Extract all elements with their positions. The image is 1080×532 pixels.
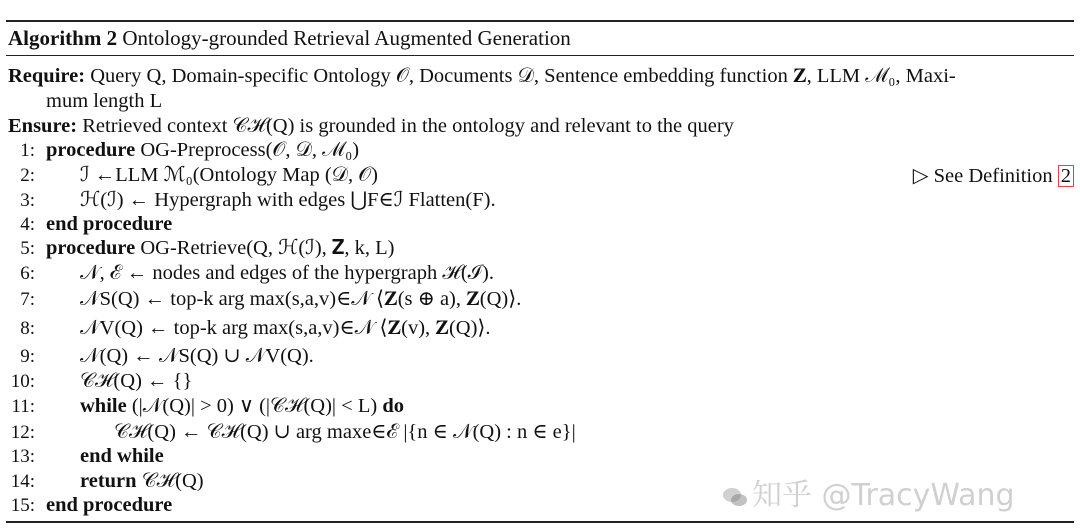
algorithm-line bbox=[80, 469, 204, 493]
line-text: 𝒩S(Q) ← top-k arg max(s,a,v)∈𝒩 ⟨𝐙(s ⊕ a), 𝐙(Q)⟩. bbox=[80, 288, 522, 310]
algorithm-line bbox=[80, 163, 378, 187]
require-text-2: mum length L bbox=[46, 90, 163, 112]
keyword: procedure bbox=[46, 237, 136, 259]
definition-ref-link[interactable]: 2 bbox=[1058, 165, 1074, 187]
line-text: 𝒞ℋ(Q) ← {} bbox=[80, 370, 193, 392]
algorithm-name: Ontology-grounded Retrieval Augmented Generation bbox=[122, 26, 571, 50]
line-number: 15: bbox=[10, 495, 35, 516]
require-line-2 bbox=[46, 89, 162, 113]
require-line-1 bbox=[8, 64, 956, 88]
ensure-line bbox=[8, 114, 734, 138]
algorithm-line bbox=[114, 420, 576, 444]
ensure-text: Retrieved context 𝒞ℋ(Q) is grounded in the ontology and relevant to the query bbox=[82, 115, 734, 137]
comment-text: ▷ See Definition bbox=[912, 165, 1058, 187]
line-text: 𝒩V(Q) ← top-k arg max(s,a,v)∈𝒩 ⟨𝐙(v), 𝐙(Q)⟩. bbox=[80, 317, 491, 339]
line-number: 5: bbox=[20, 238, 35, 259]
keyword: while bbox=[80, 395, 127, 417]
top-rule bbox=[6, 20, 1074, 22]
keyword: procedure bbox=[46, 139, 136, 161]
algorithm-line bbox=[80, 394, 404, 418]
line-text: 𝒩, ℰ ← nodes and edges of the hypergraph ℋ(ℐ). bbox=[80, 262, 494, 284]
definition-comment bbox=[913, 163, 1074, 188]
keyword: do bbox=[382, 395, 404, 417]
bottom-rule bbox=[6, 521, 1074, 523]
line-number: 7: bbox=[20, 289, 35, 310]
keyword: end while bbox=[80, 445, 164, 467]
title-rule bbox=[6, 55, 1074, 56]
algorithm-line bbox=[80, 344, 314, 368]
line-text: 𝒞ℋ(Q) ← 𝒞ℋ(Q) ∪ arg maxe∈ℰ |{n ∈ 𝒩(Q) : n ∈ e}| bbox=[114, 421, 576, 443]
algorithm-line bbox=[80, 316, 491, 340]
line-text: 𝒩(Q) ← 𝒩S(Q) ∪ 𝒩V(Q). bbox=[80, 345, 314, 367]
keyword: end procedure bbox=[46, 494, 173, 516]
line-number: 14: bbox=[10, 471, 35, 492]
wechat-icon bbox=[722, 486, 748, 508]
algorithm-line bbox=[80, 287, 521, 311]
keyword: end procedure bbox=[46, 213, 173, 235]
line-number: 6: bbox=[20, 263, 35, 284]
ensure-keyword: Ensure: bbox=[8, 115, 78, 137]
algorithm-title bbox=[8, 26, 571, 51]
require-text-1: Query Q, Domain-specific Ontology 𝒪, Documents 𝒟, Sentence embedding function 𝐙, LLM ℳ₀, Maxi- bbox=[90, 65, 956, 87]
line-number: 9: bbox=[20, 346, 35, 367]
algorithm-line bbox=[80, 369, 192, 393]
line-number: 11: bbox=[11, 396, 35, 417]
algorithm-line bbox=[80, 444, 164, 468]
algorithm-line bbox=[80, 188, 496, 212]
algorithm-line bbox=[46, 236, 394, 260]
line-number: 13: bbox=[10, 446, 35, 467]
line-text: ℋ(ℐ) ← Hypergraph with edges ⋃F∈ℐ Flatten(F). bbox=[80, 189, 496, 211]
require-keyword: Require: bbox=[8, 65, 86, 87]
line-number: 3: bbox=[20, 190, 35, 211]
line-number: 10: bbox=[10, 371, 35, 392]
algorithm-line bbox=[46, 493, 172, 517]
line-text: 𝒞ℋ(Q) bbox=[136, 470, 204, 492]
watermark bbox=[722, 470, 1015, 514]
keyword: return bbox=[80, 470, 137, 492]
line-text: ℐ ←LLM ℳ₀(Ontology Map (𝒟, 𝒪) bbox=[80, 164, 378, 186]
line-number: 2: bbox=[20, 165, 35, 186]
line-number: 12: bbox=[10, 422, 35, 443]
algorithm-line bbox=[80, 261, 494, 285]
line-number: 8: bbox=[20, 318, 35, 339]
algorithm-line bbox=[46, 138, 359, 162]
line-text: (|𝒩(Q)| > 0) ∨ (|𝒞ℋ(Q)| < L) bbox=[126, 395, 383, 417]
algorithm-line bbox=[46, 212, 172, 236]
watermark-text: 知乎 @TracyWang bbox=[752, 478, 1015, 513]
algorithm-label: Algorithm 2 bbox=[8, 26, 118, 50]
line-number: 1: bbox=[20, 140, 35, 161]
line-text: OG-Preprocess(𝒪, 𝒟, ℳ₀) bbox=[135, 139, 360, 161]
line-number: 4: bbox=[20, 214, 35, 235]
line-text: OG-Retrieve(Q, ℋ(ℐ), 𝐙, k, L) bbox=[135, 237, 395, 259]
